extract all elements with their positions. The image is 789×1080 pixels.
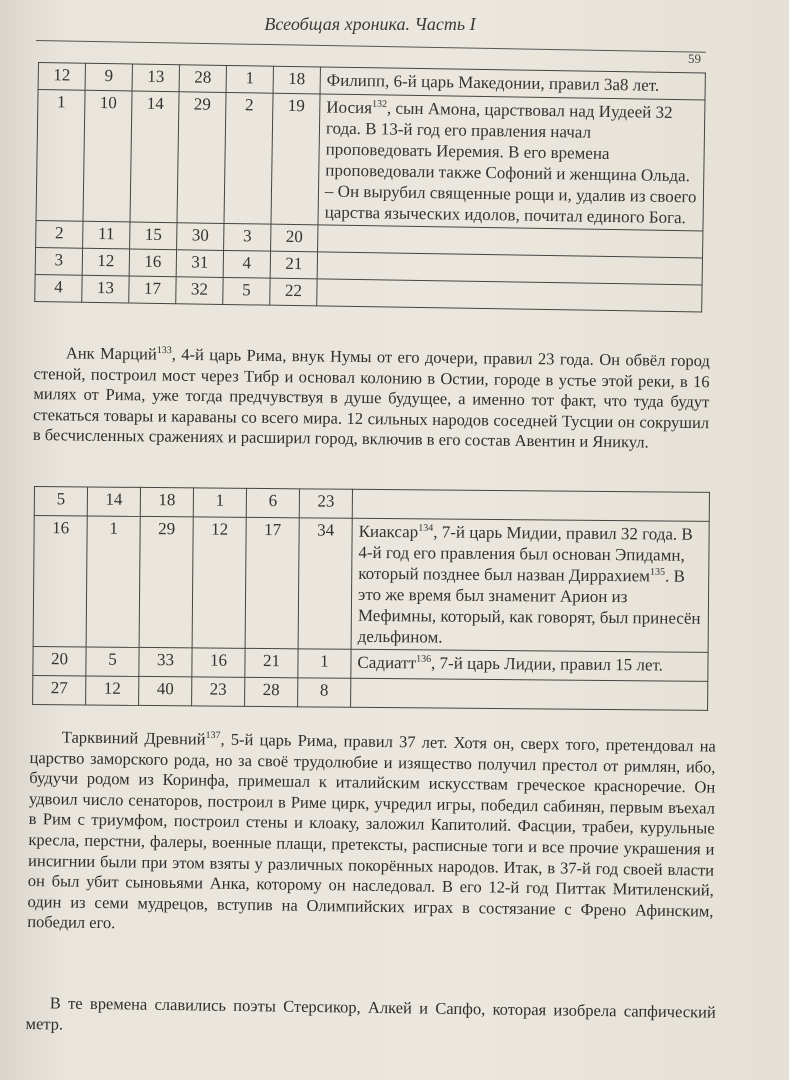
table-cell: 5 (34, 487, 87, 516)
table-cell: 14 (130, 91, 179, 223)
table-cell: 13 (82, 275, 129, 303)
table-cell: 12 (82, 248, 129, 276)
table-cell: 12 (38, 63, 85, 91)
table-entry: Филипп, 6-й царь Македонии, правил 3а8 лет. (320, 67, 705, 100)
table-cell: 4 (223, 250, 270, 278)
table-cell: 19 (271, 93, 320, 225)
table-cell: 27 (33, 675, 86, 704)
table-cell: 21 (245, 648, 298, 677)
table-cell: 3 (35, 247, 82, 275)
paragraph-poets: В те времена славились поэты Стерсикор, Алкей и Сапфо, которая изобрела сапфический метр. (25, 993, 716, 1034)
table-cell: 10 (83, 90, 132, 222)
table-cell: 11 (83, 221, 130, 249)
table-cell: 20 (33, 646, 86, 675)
table-cell: 5 (223, 277, 270, 305)
table-entry (318, 94, 705, 231)
table-cell: 22 (270, 278, 317, 306)
table-cell: 23 (192, 677, 245, 706)
table-cell: 33 (139, 647, 192, 676)
table-cell: 28 (179, 65, 226, 93)
table-cell: 1 (36, 90, 85, 222)
paragraph-name: Анк Марций (65, 343, 157, 364)
table-entry (317, 279, 702, 312)
table-cell: 21 (270, 251, 317, 279)
table-entry (351, 649, 708, 681)
footnote-ref[interactable]: 136 (416, 653, 432, 665)
footnote-ref[interactable]: 133 (156, 345, 172, 357)
footnote-ref[interactable]: 137 (205, 729, 221, 742)
table-cell: 17 (245, 517, 299, 648)
table-cell: 1 (86, 516, 140, 647)
table-cell: 8 (298, 678, 351, 707)
entry-name: Садиатт (357, 652, 417, 673)
table-cell: 20 (271, 224, 318, 252)
table-cell: 2 (36, 220, 83, 248)
running-title: Всеобщая хроника. Часть I (264, 14, 476, 34)
table-cell: 23 (299, 489, 352, 518)
table-cell: 18 (273, 66, 320, 94)
table-cell: 5 (86, 647, 139, 676)
chronology-table-1 (34, 62, 706, 312)
paragraph-text: , 5-й царь Рима, правил 37 лет. Хотя он, сверх того, претендовал на царство заморского рода, но за своё трудолюбие и изящество получил престол от римлян, ибо, будучи родом из Коринфа, примешал к италийским искусствам греческое красноречие. Он удвоил число сенаторов, построил в Риме цирк, учредил игры, победил сабинян, первым въехал в Рим с триумфом, построил стены и клоаку, заложил Капитолий. Фасции, трабеи, курульные кресла, перстни, фалеры, военные плащи, претексты, расписные тоги и все прочие украшения и инсигнии были при этом взяты у различных покорённых народов. Итак, в 37-й год своей власти он был убит сыновьями Анка, которому он наследовал. В его 12-й год Питтак Митиленский, один из семи мудрецов, вступив на Олимпийских играх в состязание с Френо Афинским, победил его. (27, 729, 716, 933)
page-number: 59 (688, 51, 701, 66)
table-cell: 1 (193, 488, 246, 517)
entry-name: Иосия (326, 97, 373, 118)
table-cell: 6 (246, 488, 299, 517)
table-cell: 31 (176, 250, 223, 278)
header-rule (36, 40, 706, 53)
table-cell: 12 (192, 517, 246, 648)
table-cell: 40 (139, 676, 192, 705)
table-cell: 17 (129, 276, 176, 304)
table-cell: 29 (139, 516, 193, 647)
table-row (33, 675, 708, 710)
entry-text-tail: . В это же время был знаменит Арион из Мефимны, который, как говорят, был принесён дельфином. (357, 566, 701, 647)
table-entry (351, 518, 709, 652)
entry-text: , 7-й царь Лидии, правил 15 лет. (430, 653, 663, 675)
table-row (33, 516, 709, 653)
table-cell: 16 (129, 249, 176, 277)
table-cell: 9 (85, 63, 132, 91)
table-cell: 4 (35, 274, 82, 302)
table-cell: 15 (130, 222, 177, 250)
footnote-ref[interactable]: 132 (371, 98, 388, 110)
table-cell: 29 (177, 92, 226, 224)
paragraph-name: Тарквиний Древний (61, 727, 206, 749)
table-cell: 12 (86, 676, 139, 705)
table-cell: 32 (176, 277, 223, 305)
table-cell: 14 (87, 487, 140, 516)
table-row (36, 90, 705, 231)
table-cell: 34 (298, 518, 352, 649)
table-cell: 1 (226, 65, 273, 93)
table-cell: 2 (224, 92, 273, 224)
footnote-ref[interactable]: 134 (418, 522, 434, 534)
table-cell: 18 (140, 487, 193, 516)
table-cell: 16 (33, 516, 87, 647)
table-cell: 28 (245, 677, 298, 706)
table-cell: 16 (192, 648, 245, 677)
table-cell: 13 (132, 64, 179, 92)
chronology-table-2 (32, 486, 710, 711)
footnote-ref[interactable]: 135 (649, 566, 666, 578)
paragraph-text: , 4-й царь Рима, внук Нумы от его дочери, правил 23 года. Он обвёл город стеной, построил мост через Тибр и основал колонию в Остии, городе в устье этой реки, в 16 милях от Рима, уже тогда предчувствуя в душе будущее, а именно тот факт, что туда будут стекаться товары и караваны со всего мира. 12 сильных народов соседней Тусции он сокрушил в бесчисленных сражениях и расширил город, включив в его состав Авентин и Яникул. (32, 344, 710, 452)
entry-text: , сын Амона, царствовал над Иудеей 32 года. В 13-й год его правления начал проповедовать Иеремия. В его времена проповедовали также Софоний и женщина Ольда. – Он вырубил священные рощи и, удалив из своего царства языческих идолов, почитал единого Бога. (324, 98, 697, 228)
table-cell: 30 (177, 223, 224, 251)
entry-name: Киаксар (358, 521, 419, 542)
paragraph-tarquinius (27, 727, 716, 942)
table-cell: 3 (224, 223, 271, 251)
table-entry (352, 489, 709, 521)
paragraph-ancus-marcius (33, 343, 710, 454)
entry-text: , 7-й царь Мидии, правил 32 года. В 4-й год его правления был основан Эпидамн, который позднее был назван Диррахием (358, 522, 693, 586)
table-entry (351, 678, 708, 710)
table-cell: 1 (298, 649, 351, 678)
